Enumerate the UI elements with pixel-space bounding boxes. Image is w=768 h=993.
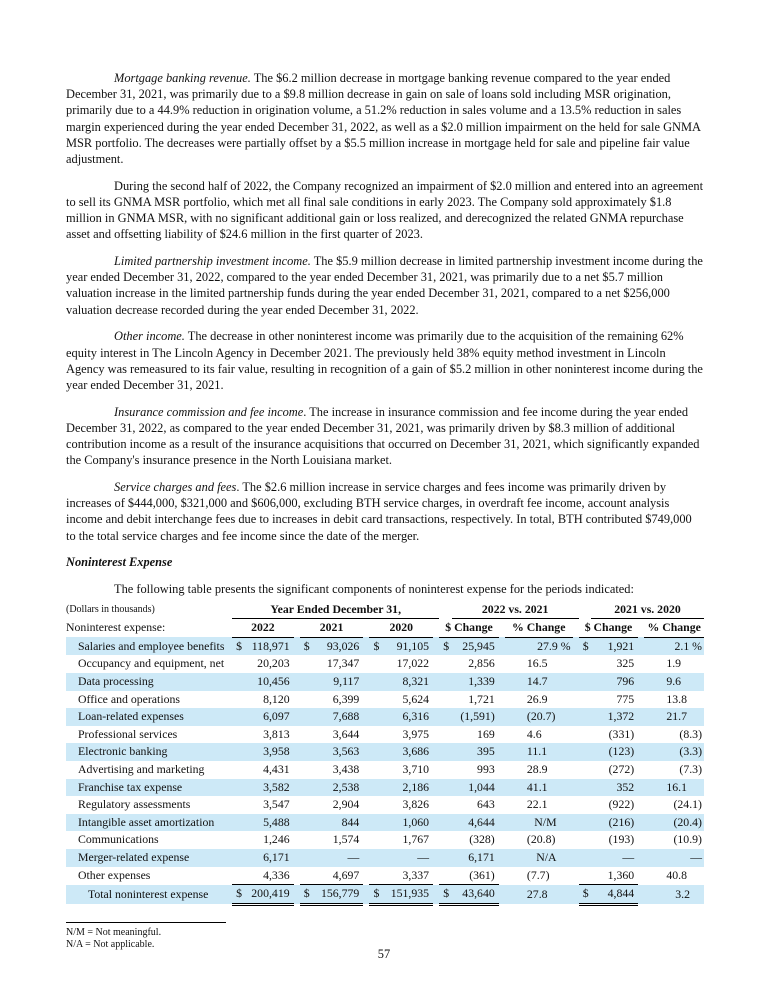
table-row: Franchise tax expense 3,582 2,538 2,186 1,044 41.1 352 16.1 — [66, 779, 704, 797]
table-row: Office and operations 8,120 6,399 5,624 1,721 26.9 775 13.8 — [78, 691, 687, 706]
units-label: (Dollars in thousands) — [66, 603, 155, 615]
table-intro: The following table presents the significant components of noninterest expense for the periods indicated: — [114, 582, 634, 597]
footnote-na: N/A = Not applicable. — [66, 938, 155, 950]
paragraph-lead: Limited partnership investment income. — [114, 254, 311, 269]
col-header-pct-change-2: % Change — [644, 619, 704, 638]
table-row: Regulatory assessments 3,547 2,904 3,826 643 22.1 (922) (24.1) — [78, 797, 702, 812]
paragraph-gnma-msr: During the second half of 2022, the Company recognized an impairment of $2.0 million and entered into an agreement to sell its GNMA MSR portfolio, which met all final sale conditions in early 2023. The Company sold approximately $1.8 million in GNMA MSR, with no significant additional gain or loss realized, and derecognized the related GNMA repurchase asset and offsetting liability of $24.6 million in the first quarter of 2023. — [66, 178, 704, 242]
paragraph-lead: Service charges and fees — [114, 479, 237, 494]
table-row: Merger-related expense 6,171 — — 6,171 N/A — — — [66, 849, 704, 867]
footnote-nm: N/M = Not meaningful. — [66, 926, 162, 938]
paragraph-other-income: Other income. The decrease in other noninterest income was primarily due to the acquisition of the remaining 62% equity interest in The Lincoln Agency in December 2021. The previously held 38% equity method investment in Lincoln Agency was remeasured to its fair value, resulting in recognition of a gain of $5.2 million in other noninterest income during the year ended December 31, 2021. — [66, 329, 703, 392]
table-row: Professional services 3,813 3,644 3,975 169 4.6 (331) (8.3) — [78, 726, 702, 741]
paragraph-limited-partnership: Limited partnership investment income. The $5.9 million decrease in limited partnership investment income during the year ended December 31, 2022, compared to the year ended December 31, 2021, was primarily due to a net $5.7 million valuation increase in the limited partnership funds during the year ended December 31, 2021, compared to a net $256,000 valuation decrease recorded during the year ended December 31, 2022. — [66, 254, 703, 317]
paragraph-lead: Mortgage banking revenue. — [114, 71, 251, 85]
col-header-pct-change-1: % Change — [505, 619, 573, 638]
table-group-header-row — [66, 601, 704, 619]
group-header-2022-vs-2021: 2022 vs. 2021 — [452, 601, 579, 619]
table-row: Intangible asset amortization 5,488 844 1,060 4,644 N/M (216) (20.4) — [66, 814, 704, 832]
section-heading: Noninterest Expense — [66, 555, 173, 570]
noninterest-expense-table — [66, 601, 704, 906]
footnote-divider — [66, 922, 226, 923]
paragraph-mortgage-banking: Mortgage banking revenue. The $6.2 million decrease in mortgage banking revenue compared to the year ended December 31, 2021, was primarily due to a $9.8 million decrease in gain on sale of loans sold including MSR origination, primarily due to a 44.9% reduction in origination volume, a 51.2% reduction in sales volume and a 13.5% reduction in sales margin experienced during the year ended December 31, 2022, as well as a $2.0 million impairment on the held for sale GNMA MSR portfolio. The decreases were partially offset by a $5.5 million increase in mortgage held for sale and pipeline fair value adjustment. — [66, 71, 701, 167]
table-row: Data processing 10,456 9,117 8,321 1,339 14.7 796 9.6 — [66, 673, 704, 691]
table-row: Advertising and marketing 4,431 3,438 3,710 993 28.9 (272) (7.3) — [78, 762, 702, 777]
table-row: Salaries and employee benefits $ 118,971 $ 93,026 $ 91,105 $ 25,945 27.9 % $ 1,921 2.1 % — [66, 637, 704, 655]
table-row: Other expenses 4,336 4,697 3,337 (361) (7.7) 1,360 40.8 — [66, 867, 704, 885]
section-label: Noninterest expense: — [66, 620, 166, 635]
document-page — [66, 70, 704, 951]
table-column-header-row — [66, 619, 704, 638]
group-header-years: Year Ended December 31, — [232, 601, 439, 619]
col-header-dollar-change-1: $ Change — [439, 619, 498, 638]
col-header-2022: 2022 — [232, 619, 294, 638]
col-header-2020: 2020 — [369, 619, 433, 638]
table-row: Communications 1,246 1,574 1,767 (328) (20.8) (193) (10.9) — [78, 832, 702, 847]
table-row: Electronic banking 3,958 3,563 3,686 395 11.1 (123) (3.3) — [66, 743, 704, 761]
group-header-2021-vs-2020: 2021 vs. 2020 — [591, 601, 704, 619]
paragraph-insurance: Insurance commission and fee income. The increase in insurance commission and fee income during the year ended December 31, 2022, as compared to the year ended December 31, 2021, was primarily driven by $8.3 million of additional contribution income as a result of the insurance acquisitions that occurred on December 31, 2021, which significantly expanded the Company's insurance presence in the North Louisiana market. — [66, 404, 700, 468]
paragraph-lead: Other income. — [114, 329, 185, 344]
paragraph-lead: Insurance commission and fee income — [114, 404, 304, 419]
paragraph-service-charges: Service charges and fees. The $2.6 million increase in service charges and fees income was primarily driven by increases of $444,000, $321,000 and $606,000, excluding BTH service charges, in overdraft fee income, account analysis income and debit interchange fees due to increases in debit card transactions, respectively. In total, BTH contributed $749,000 to the total service charges and fee income since the date of the merger. — [66, 479, 692, 543]
page-number: 57 — [377, 947, 391, 961]
table-total-row: Total noninterest expense $ 200,419 $ 156,779 $ 151,935 $ 43,640 27.8 $ 4,844 3.2 — [66, 885, 704, 905]
table-row: Occupancy and equipment, net 20,203 17,347 17,022 2,856 16.5 325 1.9 — [78, 656, 682, 671]
col-header-2021: 2021 — [300, 619, 364, 638]
col-header-dollar-change-2: $ Change — [579, 619, 638, 638]
table-row: Loan-related expenses 6,097 7,688 6,316 (1,591) (20.7) 1,372 21.7 — [66, 708, 704, 726]
